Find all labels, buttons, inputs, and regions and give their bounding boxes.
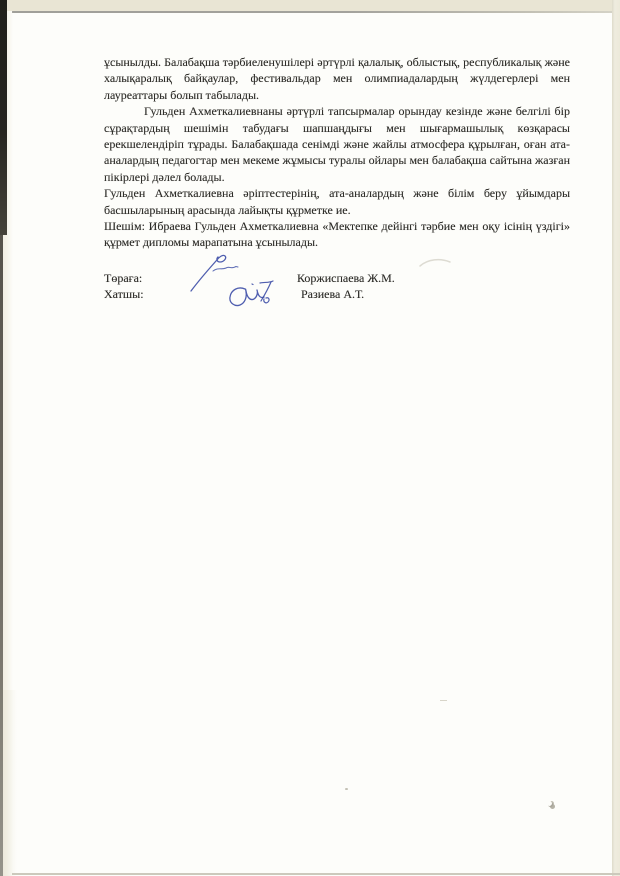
body-line: сұрақтардың шешімін табудағы шапшаңдығы мен шығармашылық көзқарасы	[104, 120, 570, 135]
secretary-name: Разиева А.Т.	[301, 287, 365, 302]
body-line: пікірлері дәлел болады.	[104, 169, 225, 184]
scan-speck	[547, 801, 552, 806]
scan-speck	[345, 788, 348, 790]
body-line: ұсынылды. Балабақша тәрбиеленушілері әртүрлі қалалық, облыстық, республикалық және	[104, 55, 570, 69]
body-line: халықаралық байқаулар, фестивальдар мен олимпиадалардың жүлдегерлері мен	[104, 71, 570, 86]
scan-right-edge-band	[612, 0, 620, 876]
body-line: Гульден Ахметкалиевна әріптестерінің, ата-аналардың және білім беру ұйымдары	[104, 186, 570, 201]
faint-pencil-mark	[418, 256, 452, 270]
body-line: басшыларының арасында лайықты құрметке ие.	[104, 202, 351, 217]
signature-labels	[104, 270, 144, 303]
body-line: ерекшелендіріп тұрады. Балабақшада сенімді және жайлы атмосфера құрылған, оған ата-	[104, 137, 570, 152]
body-line: аналардың педагогтар мен мекеме жұмысы туралы ойлары мен балабақша сайтына жазған	[104, 153, 570, 168]
chairman-label: Төраға:	[104, 271, 143, 285]
signature-stroke	[213, 267, 238, 271]
signature-stroke	[252, 281, 273, 303]
pencil-stroke	[420, 260, 450, 266]
scan-speck	[440, 700, 447, 701]
signature-stroke	[230, 288, 264, 306]
body-line: Гульден Ахметкалиевнаны әртүрлі тапсырмалар орындау кезінде және белгілі бір	[144, 104, 570, 119]
signature-names	[297, 270, 395, 303]
decision-line: Шешім: Ибраева Гульден Ахметкалиевна «Мектепке дейінгі тәрбие мен оқу ісінің үздігі»	[104, 219, 570, 234]
decision-line: құрмет дипломы марапатына ұсынылады.	[104, 235, 319, 250]
scan-bottom-edge-line	[12, 873, 620, 875]
body-line: лауреаттары болып табылады.	[104, 87, 260, 102]
secretary-label: Хатшы:	[104, 287, 144, 302]
secretary-signature-ink	[208, 275, 278, 313]
chairman-name: Коржиспаева Ж.М.	[297, 271, 395, 285]
scan-left-thin-strip	[0, 235, 3, 876]
